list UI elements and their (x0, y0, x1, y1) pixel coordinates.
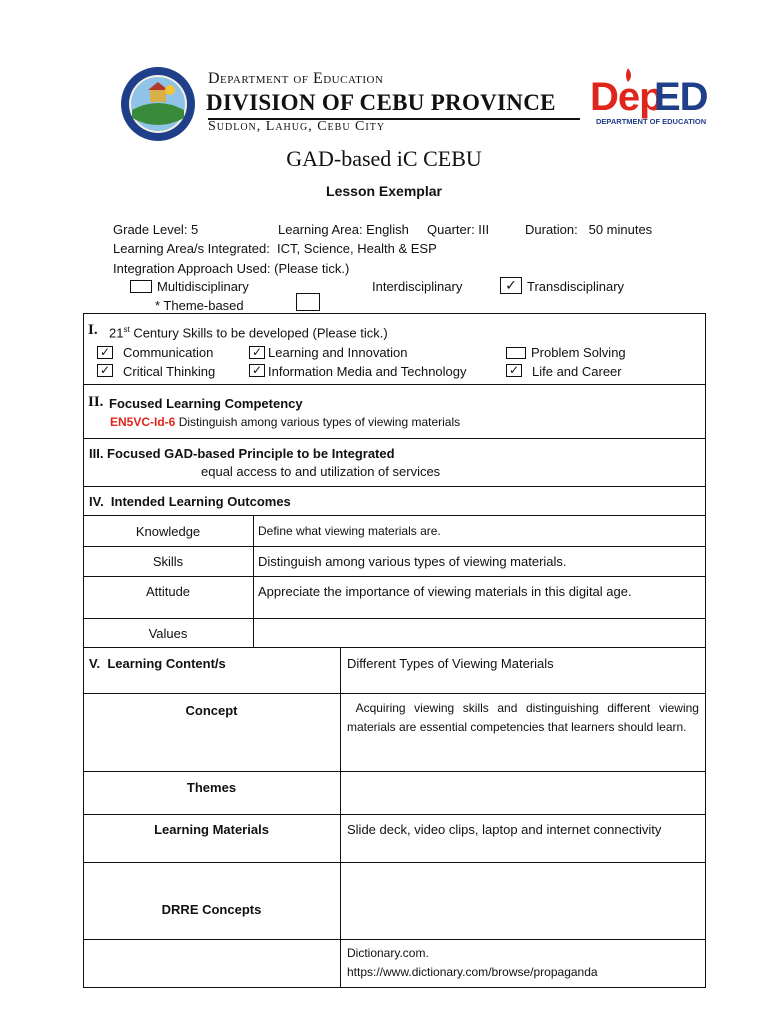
division-heading: DIVISION OF CEBU PROVINCE (206, 90, 556, 115)
column-divider (340, 647, 341, 988)
theme-based-checkbox[interactable] (296, 293, 320, 311)
content-label: DRRE Concepts (161, 902, 262, 917)
svg-text:ED: ED (654, 75, 708, 119)
outcome-value: Appreciate the importance of viewing materials in this digital age. (258, 584, 632, 599)
row-divider (83, 862, 706, 863)
life-career-checkbox[interactable]: ✓ (506, 364, 522, 377)
learning-innovation-checkbox[interactable]: ✓ (249, 346, 265, 359)
outcome-value: Define what viewing materials are. (258, 524, 441, 538)
row-divider (83, 384, 706, 385)
section5-title: V. Learning Content/s (89, 656, 226, 671)
document-subtitle: Lesson Exemplar (326, 183, 442, 199)
content-label: Concept (185, 703, 238, 718)
row-divider (83, 647, 706, 648)
learning-area: Learning Area: English (278, 222, 409, 237)
row-divider (83, 693, 706, 694)
section4-title: IV. Intended Learning Outcomes (89, 494, 291, 509)
section3-title: III. Focused GAD-based Principle to be Integrated (89, 446, 395, 461)
row-divider (83, 939, 706, 940)
content-label: Learning Materials (154, 822, 269, 837)
multidisciplinary-label: Multidisciplinary (157, 279, 249, 294)
section2-title: Focused Learning Competency (109, 396, 303, 411)
row-divider (83, 546, 706, 547)
critical-thinking-checkbox[interactable]: ✓ (97, 364, 113, 377)
interdisciplinary-label: Interdisciplinary (372, 279, 463, 294)
row-divider (83, 438, 706, 439)
row-divider (83, 515, 706, 516)
duration: Duration: 50 minutes (525, 222, 653, 237)
problem-solving-checkbox[interactable] (506, 347, 526, 359)
critical-thinking-label: Critical Thinking (123, 364, 216, 379)
section1-title: 21st Century Skills to be developed (Please tick.) (109, 325, 388, 341)
communication-checkbox[interactable]: ✓ (97, 346, 113, 359)
learning-innovation-label: Learning and Innovation (268, 345, 408, 360)
outcome-label: Knowledge (135, 524, 201, 539)
multidisciplinary-checkbox[interactable] (130, 280, 152, 293)
deped-logo (588, 66, 708, 130)
column-divider (253, 515, 254, 647)
section2-competency: EN5VC-Id-6 Distinguish among various types of viewing materials (110, 415, 461, 429)
concept-text: Acquiring viewing skills and distinguishing different viewing materials are essential competencies that learners should learn. (347, 701, 703, 734)
areas-integrated: Learning Area/s Integrated: ICT, Science, Health & ESP (113, 241, 437, 256)
transdisciplinary-checkbox[interactable]: ✓ (500, 277, 522, 294)
outcome-value: Distinguish among various types of viewing materials. (258, 554, 567, 569)
gad-principle: equal access to and utilization of services (201, 464, 441, 479)
reference-source: Dictionary.com. (347, 946, 429, 960)
reference-url[interactable]: https://www.dictionary.com/browse/propaganda (347, 965, 598, 979)
row-divider (83, 618, 706, 619)
transdisciplinary-label: Transdisciplinary (527, 279, 625, 294)
division-seal-logo (120, 66, 196, 142)
row-divider (83, 486, 706, 487)
quarter: Quarter: III (427, 222, 490, 237)
row-divider (83, 576, 706, 577)
content-label: Themes (186, 780, 237, 795)
section2-numeral: II. (88, 394, 104, 410)
info-media-tech-label: Information Media and Technology (268, 364, 467, 379)
content-value: Slide deck, video clips, laptop and internet connectivity (347, 822, 662, 837)
section1-numeral: I. (88, 322, 98, 338)
communication-label: Communication (123, 345, 214, 360)
division-address: Sudlon, Lahug, Cebu City (208, 119, 386, 134)
competency-code: EN5VC-Id-6 (110, 415, 176, 429)
row-divider (83, 814, 706, 815)
grade-level: Grade Level: 5 (113, 222, 199, 237)
department-heading: Department of Education (208, 70, 384, 87)
outcome-label: Attitude (145, 584, 191, 599)
outcome-label: Skills (152, 554, 184, 569)
learning-content: Different Types of Viewing Materials (347, 656, 554, 671)
row-divider (83, 771, 706, 772)
approach-label: Integration Approach Used: (Please tick.) (113, 261, 350, 276)
problem-solving-label: Problem Solving (531, 345, 626, 360)
document-title: GAD-based iC CEBU (286, 146, 482, 171)
svg-text:Dep: Dep (590, 75, 663, 119)
svg-text:DEPARTMENT OF EDUCATION: DEPARTMENT OF EDUCATION (596, 117, 707, 126)
life-career-label: Life and Career (532, 364, 622, 379)
outcome-label: Values (148, 626, 188, 641)
theme-based-label: * Theme-based (155, 298, 244, 313)
info-media-tech-checkbox[interactable]: ✓ (249, 364, 265, 377)
